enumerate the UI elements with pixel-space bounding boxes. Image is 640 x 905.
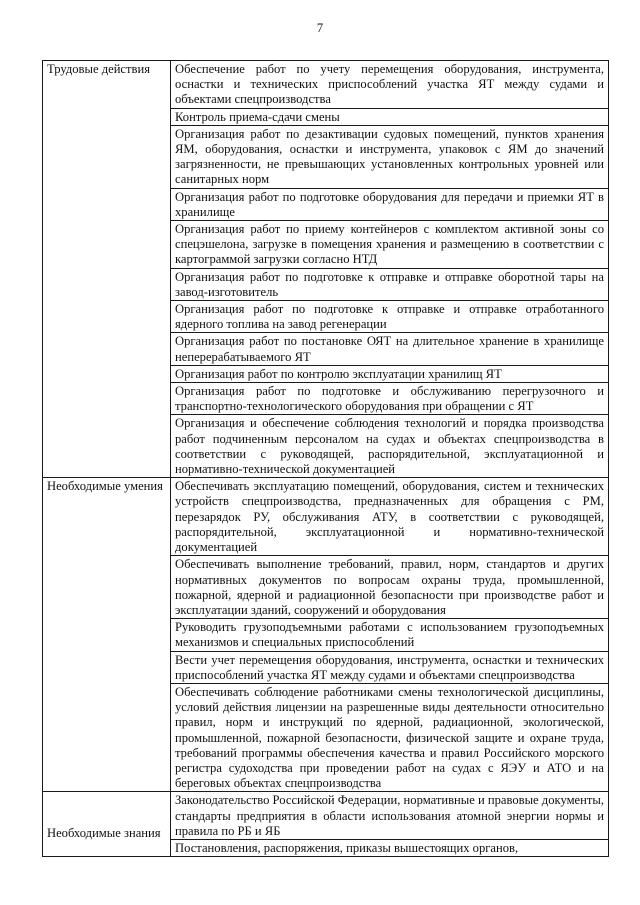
skill-item: Руководить грузоподъемными работами с использованием грузоподъемных механизмов и специальных приспособлений [171,619,609,651]
table-row [43,61,609,109]
labor-action-item: Организация и обеспечение соблюдения технологий и порядка производства работ подчиненным персоналом на судах и объектах спецпроизводства в соответствии с руководящей, распорядительной, эксплуатационной и нормативно-технической документацией [171,415,609,478]
competency-table [42,60,609,857]
labor-action-item: Контроль приема-сдачи смены [171,108,609,125]
labor-action-item: Организация работ по постановке ОЯТ на длительное хранение в хранилище неперерабатываемого ЯТ [171,333,609,365]
labor-action-item: Обеспечение работ по учету перемещения оборудования, инструмента, оснастки и технических приспособлений участка ЯТ между судами и объектами спецпроизводства [171,61,609,109]
labor-action-item: Организация работ по подготовке к отправке и отправке оборотной тары на завод-изготовитель [171,268,609,300]
section-label-required-skills: Необходимые умения [43,478,171,792]
table-row [43,792,609,840]
page-number: 7 [316,21,324,35]
knowledge-item: Постановления, распоряжения, приказы вышестоящих органов, [171,839,609,856]
labor-action-item: Организация работ по подготовке оборудования для передачи и приемки ЯТ в хранилище [171,188,609,220]
skill-item: Обеспечивать соблюдение работниками смены технологической дисциплины, условий действия лицензии на разрешенные виды деятельности относительно правил, норм и инструкций по ядерной, радиационной, экологической, промышленной, пожарной безопасности, физической защите и охране труда, требований программы обеспечения качества и правил Российского морского регистра судоходства при проведении работ на судах с ЯЭУ и АТО и на береговых объектах спецпроизводства [171,683,609,791]
labor-action-item: Организация работ по подготовке к отправке и отправке отработанного ядерного топлива на завод регенерации [171,301,609,333]
table-row [43,478,609,556]
labor-action-item: Организация работ по приему контейнеров с комплектом активной зоны со спецэшелона, загрузке в помещения хранения и размещению в соответствии с картограммой загрузки согласно НТД [171,221,609,269]
labor-action-item: Организация работ по дезактивации судовых помещений, пунктов хранения ЯМ, оборудования, оснастки и инструмента, упаковок с ЯМ до значений загрязненности, не превышающих установленных контрольных уровней или санитарных норм [171,125,609,188]
knowledge-item: Законодательство Российской Федерации, нормативные и правовые документы, стандарты предприятия в области использования атомной энергии нормы и правила по РБ и ЯБ [171,792,609,840]
labor-action-item: Организация работ по подготовке и обслуживанию перегрузочного и транспортно-технологического оборудования при обращении с ЯТ [171,383,609,415]
skill-item: Обеспечивать выполнение требований, правил, норм, стандартов и других нормативных документов по вопросам охраны труда, промышленной, пожарной, ядерной и радиационной безопасности при производстве работ и эксплуатации зданий, сооружений и оборудования [171,556,609,619]
section-label-labor-actions: Трудовые действия [43,61,171,478]
section-label-required-knowledge: Необходимые знания [43,792,171,857]
skill-item: Вести учет перемещения оборудования, инструмента, оснастки и технических приспособлений участка ЯТ между судами и объектами спецпроизводства [171,651,609,683]
skill-item: Обеспечивать эксплуатацию помещений, оборудования, систем и технических устройств спецпроизводства, предназначенных для обращения с РМ, перезарядок РУ, обслуживания АТУ, в соответствии с руководящей, распорядительной, эксплуатационной и нормативно-технической документацией [171,478,609,556]
labor-action-item: Организация работ по контролю эксплуатации хранилищ ЯТ [171,365,609,382]
